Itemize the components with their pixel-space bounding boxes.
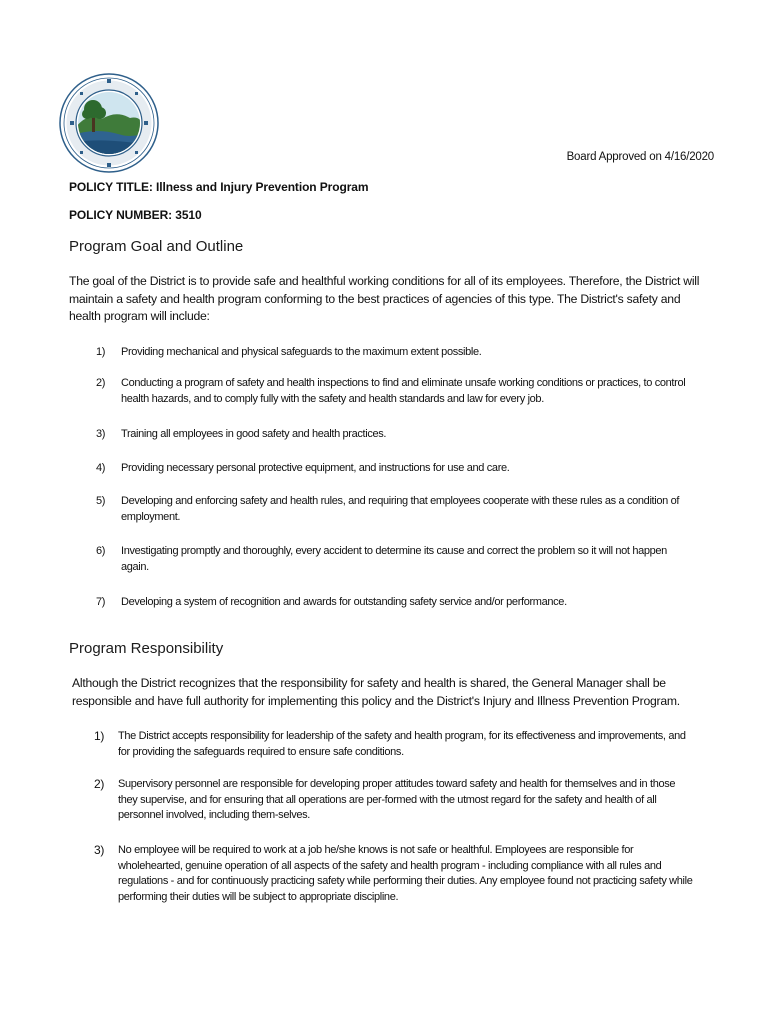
- list-item-number: 2): [96, 377, 106, 389]
- list-item-number: 1): [96, 346, 106, 358]
- list-item-text: Conducting a program of safety and health inspections to find and eliminate unsafe working conditions or practices, to control health hazards, and to comply fully with the safety and health standards and law for every job.: [121, 377, 686, 405]
- list-item-number: 2): [94, 777, 104, 791]
- list-item: [96, 376, 686, 407]
- list-item-text: Developing a system of recognition and awards for outstanding safety service and/or performance.: [121, 596, 567, 608]
- list-item: [96, 345, 686, 361]
- list-item-text: Supervisory personnel are responsible for developing proper attitudes toward safety and health for themselves and in those they supervise, and for ensuring that all operations are per-formed with the utmost regard for the safety and health of all personnel involved, including them-selves.: [118, 778, 676, 821]
- list-item-text: Developing and enforcing safety and health rules, and requiring that employees cooperate with these rules as a condition of employment.: [121, 495, 680, 523]
- list-item: [96, 427, 686, 443]
- list-item-number: 7): [96, 596, 106, 608]
- list-item-number: 5): [96, 495, 106, 507]
- list-item-text: The District accepts responsibility for leadership of the safety and health program, for its effectiveness and improvements, and for providing the safeguards required to ensure safe conditions.: [118, 730, 686, 758]
- list-item: [96, 461, 686, 477]
- list-item: [96, 544, 686, 575]
- responsibility-intro-paragraph: Although the District recognizes that the responsibility for safety and health is shared, the General Manager shall be responsible and have full authority for implementing this policy and the District's Injury and Illness Prevention Program.: [72, 676, 680, 708]
- section-heading-goal: Program Goal and Outline: [69, 238, 244, 255]
- list-item-number: 4): [96, 462, 106, 474]
- list-item: [94, 729, 694, 760]
- list-item: [94, 777, 694, 824]
- list-item-number: 1): [94, 729, 104, 743]
- district-seal-logo: [58, 72, 160, 174]
- list-item: [96, 494, 686, 525]
- section-heading-responsibility: Program Responsibility: [69, 640, 224, 657]
- policy-title: POLICY TITLE: Illness and Injury Prevention Program: [69, 180, 369, 194]
- list-item: [96, 595, 686, 611]
- goal-intro-paragraph: The goal of the District is to provide safe and healthful working conditions for all of its employees. Therefore, the District will maintain a safety and health program conforming to the best practices of agencies of this type. The District's safety and health program will include:: [69, 274, 700, 323]
- list-item-number: 3): [94, 843, 104, 857]
- board-approved-date: Board Approved on 4/16/2020: [566, 151, 714, 163]
- list-item-number: 6): [96, 545, 106, 557]
- policy-number: POLICY NUMBER: 3510: [69, 208, 202, 222]
- list-item-number: 3): [96, 428, 106, 440]
- list-item-text: No employee will be required to work at a job he/she knows is not safe or healthful. Employees are responsible for wholehearted, genuine operation of all aspects of the safety and health program - including compliance with all rules and regulations - and for continuously practicing safety while performing their duties. Any employee found not practicing safety while performing their duties will be subject to appropriate discipline.: [118, 844, 693, 903]
- list-item-text: Investigating promptly and thoroughly, every accident to determine its cause and correct the problem so it will not happen again.: [121, 545, 667, 573]
- list-item: [94, 843, 694, 905]
- list-item-text: Training all employees in good safety and health practices.: [121, 428, 387, 440]
- list-item-text: Providing mechanical and physical safeguards to the maximum extent possible.: [121, 346, 482, 358]
- list-item-text: Providing necessary personal protective equipment, and instructions for use and care.: [121, 462, 510, 474]
